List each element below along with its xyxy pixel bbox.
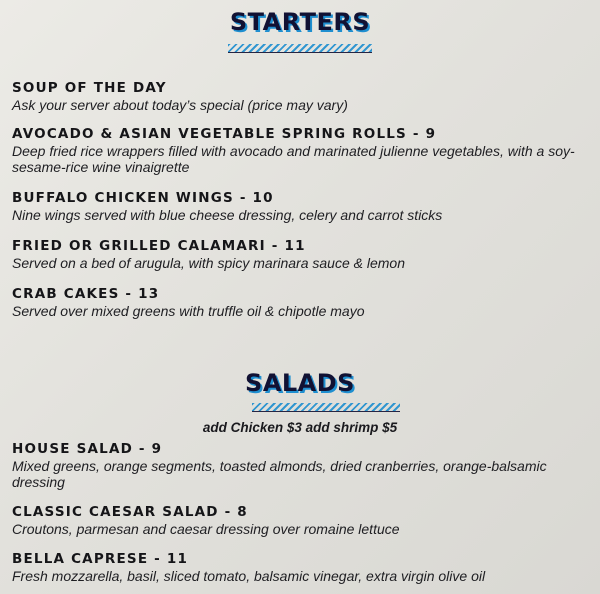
item-description: Served over mixed greens with truffle oil & chipotle mayo [12, 303, 365, 319]
starters-divider [228, 44, 372, 53]
salad-addon-note: add Chicken $3 add shrimp $5 [202, 420, 398, 435]
item-name: CLASSIC CAESAR SALAD - 8 [12, 504, 248, 520]
item-description: Croutons, parmesan and caesar dressing over romaine lettuce [12, 521, 400, 537]
starters-heading: STARTERS [229, 8, 371, 36]
item-name: BELLA CAPRESE - 11 [12, 551, 189, 567]
menu-item [12, 190, 592, 223]
menu-item [12, 80, 592, 113]
item-name: AVOCADO & ASIAN VEGETABLE SPRING ROLLS - 9 [12, 126, 437, 142]
menu-item [12, 441, 592, 490]
item-name: BUFFALO CHICKEN WINGS - 10 [12, 190, 274, 206]
menu-item [12, 551, 592, 584]
item-description: Deep fried rice wrappers filled with avocado and marinated julienne vegetables, with a soy-sesame-rice wine vinaigrette [12, 143, 575, 175]
item-name: HOUSE SALAD - 9 [12, 441, 163, 457]
item-name: FRIED OR GRILLED CALAMARI - 11 [12, 238, 306, 254]
item-description: Nine wings served with blue cheese dressing, celery and carrot sticks [12, 207, 443, 223]
item-name: CRAB CAKES - 13 [12, 286, 160, 302]
item-description: Mixed greens, orange segments, toasted almonds, dried cranberries, orange-balsamic dressing [12, 458, 547, 490]
item-description: Ask your server about today’s special (price may vary) [12, 97, 348, 113]
item-description: Fresh mozzarella, basil, sliced tomato, balsamic vinegar, extra virgin olive oil [12, 568, 486, 584]
menu-item [12, 126, 592, 175]
menu-item [12, 286, 592, 319]
menu-item [12, 504, 592, 537]
menu-item [12, 238, 592, 271]
salads-heading: SALADS [245, 369, 355, 397]
item-description: Served on a bed of arugula, with spicy marinara sauce & lemon [12, 255, 405, 271]
item-name: SOUP OF THE DAY [12, 80, 167, 96]
salads-divider [252, 403, 400, 412]
